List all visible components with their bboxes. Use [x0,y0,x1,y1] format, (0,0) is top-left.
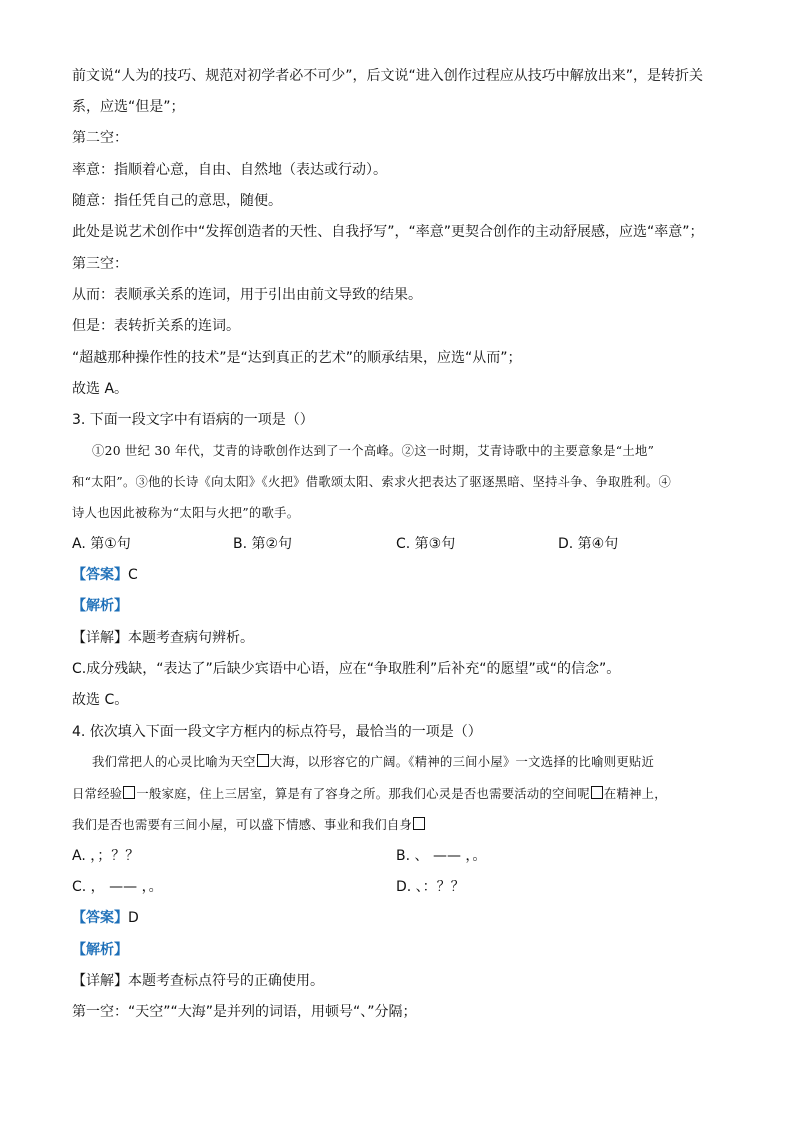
text-line: 故选 A。 [72,381,129,397]
question-4-passage-line: 日常经验 一般家庭，住上三居室，算是有了容身之所。那我们心灵是否也需要活动的空间呢 在精神上， [72,787,667,801]
blank-box [123,786,135,799]
text-line: 率意：指顺着心意，自由、自然地（表达或行动）。 [72,162,387,178]
question-3-passage-line: ①20 世纪 30 年代，艾青的诗歌创作达到了一个高峰。②这一时期，艾青诗歌中的主要意象是“土地” [92,444,655,458]
option-a: A. 第①句 [72,536,131,552]
answer-tag: 【答案】 [72,910,128,926]
option-c: C. 第③句 [396,536,456,552]
answer-value: C [128,567,138,583]
text-line: 此处是说艺术创作中“发挥创造者的天性、自我抒写”，“率意”更契合创作的主动舒展感，应选“率意”； [72,224,704,240]
blank-box [413,817,425,830]
explanation-line: 故选 C。 [72,692,129,708]
option-c: C. ， —— ，。 [72,879,163,895]
question-3-passage-line: 诗人也因此被称为“太阳与火把”的歌手。 [72,506,300,520]
option-d: D. 第④句 [558,536,619,552]
question-4-passage-line: 我们常把人的心灵比喻为天空 大海，以形容它的广阔。《精神的三间小屋》一文选择的比喻则更贴近 [92,755,655,769]
text-line: 前文说“人为的技巧、规范对初学者必不可少”，后文说“进入创作过程应从技巧中解放出来”，是转折关 [72,68,704,84]
analysis-tag: 【解析】 [72,598,128,614]
analysis-tag: 【解析】 [72,942,128,958]
option-a: A. ，；？？ [72,848,140,864]
answer-line [72,908,139,928]
text-line: 随意：指任凭自己的意思，随便。 [72,193,282,209]
blank-box [591,786,603,799]
option-d: D. 、：？？ [396,879,465,895]
option-b: B. 第②句 [233,536,293,552]
detail-line [72,628,254,648]
question-3-passage-line: 和“太阳”。③他的长诗《向太阳》《火把》借歌颂太阳、索求火把表达了驱逐黑暗、坚持斗争、争取胜利。④ [72,475,672,489]
answer-value: D [128,910,139,926]
question-3-stem: 3. 下面一段文字中有语病的一项是（） [72,412,314,428]
option-b: B. 、 —— ，。 [396,848,487,864]
explanation-line: 第一空：“天空”“大海”是并列的词语，用顿号“、”分隔； [72,1004,417,1020]
detail-tag: 【详解】 [72,630,128,646]
text-line: “超越那种操作性的技术”是“达到真正的艺术”的顺承结果，应选“从而”； [72,350,522,366]
text-line: 系，应选“但是”； [72,99,185,115]
question-4-stem: 4. 依次填入下面一段文字方框内的标点符号，最恰当的一项是（） [72,724,482,740]
answer-line [72,565,138,585]
answer-tag: 【答案】 [72,567,128,583]
detail-line [72,971,324,991]
text-line: 从而：表顺承关系的连词，用于引出由前文导致的结果。 [72,287,422,303]
explanation-line: C.成分残缺，“表达了”后缺少宾语中心语，应在“争取胜利”后补充“的愿望”或“的信念”。 [72,661,621,677]
detail-tag: 【详解】 [72,973,128,989]
detail-text: 本题考查标点符号的正确使用。 [128,973,324,989]
text-line: 第二空： [72,130,128,146]
text-line: 第三空： [72,256,128,272]
detail-text: 本题考查病句辨析。 [128,630,254,646]
question-4-passage-line: 我们是否也需要有三间小屋，可以盛下情感、事业和我们自身 [72,817,754,834]
text-line: 但是：表转折关系的连词。 [72,318,240,334]
blank-box [257,754,269,767]
